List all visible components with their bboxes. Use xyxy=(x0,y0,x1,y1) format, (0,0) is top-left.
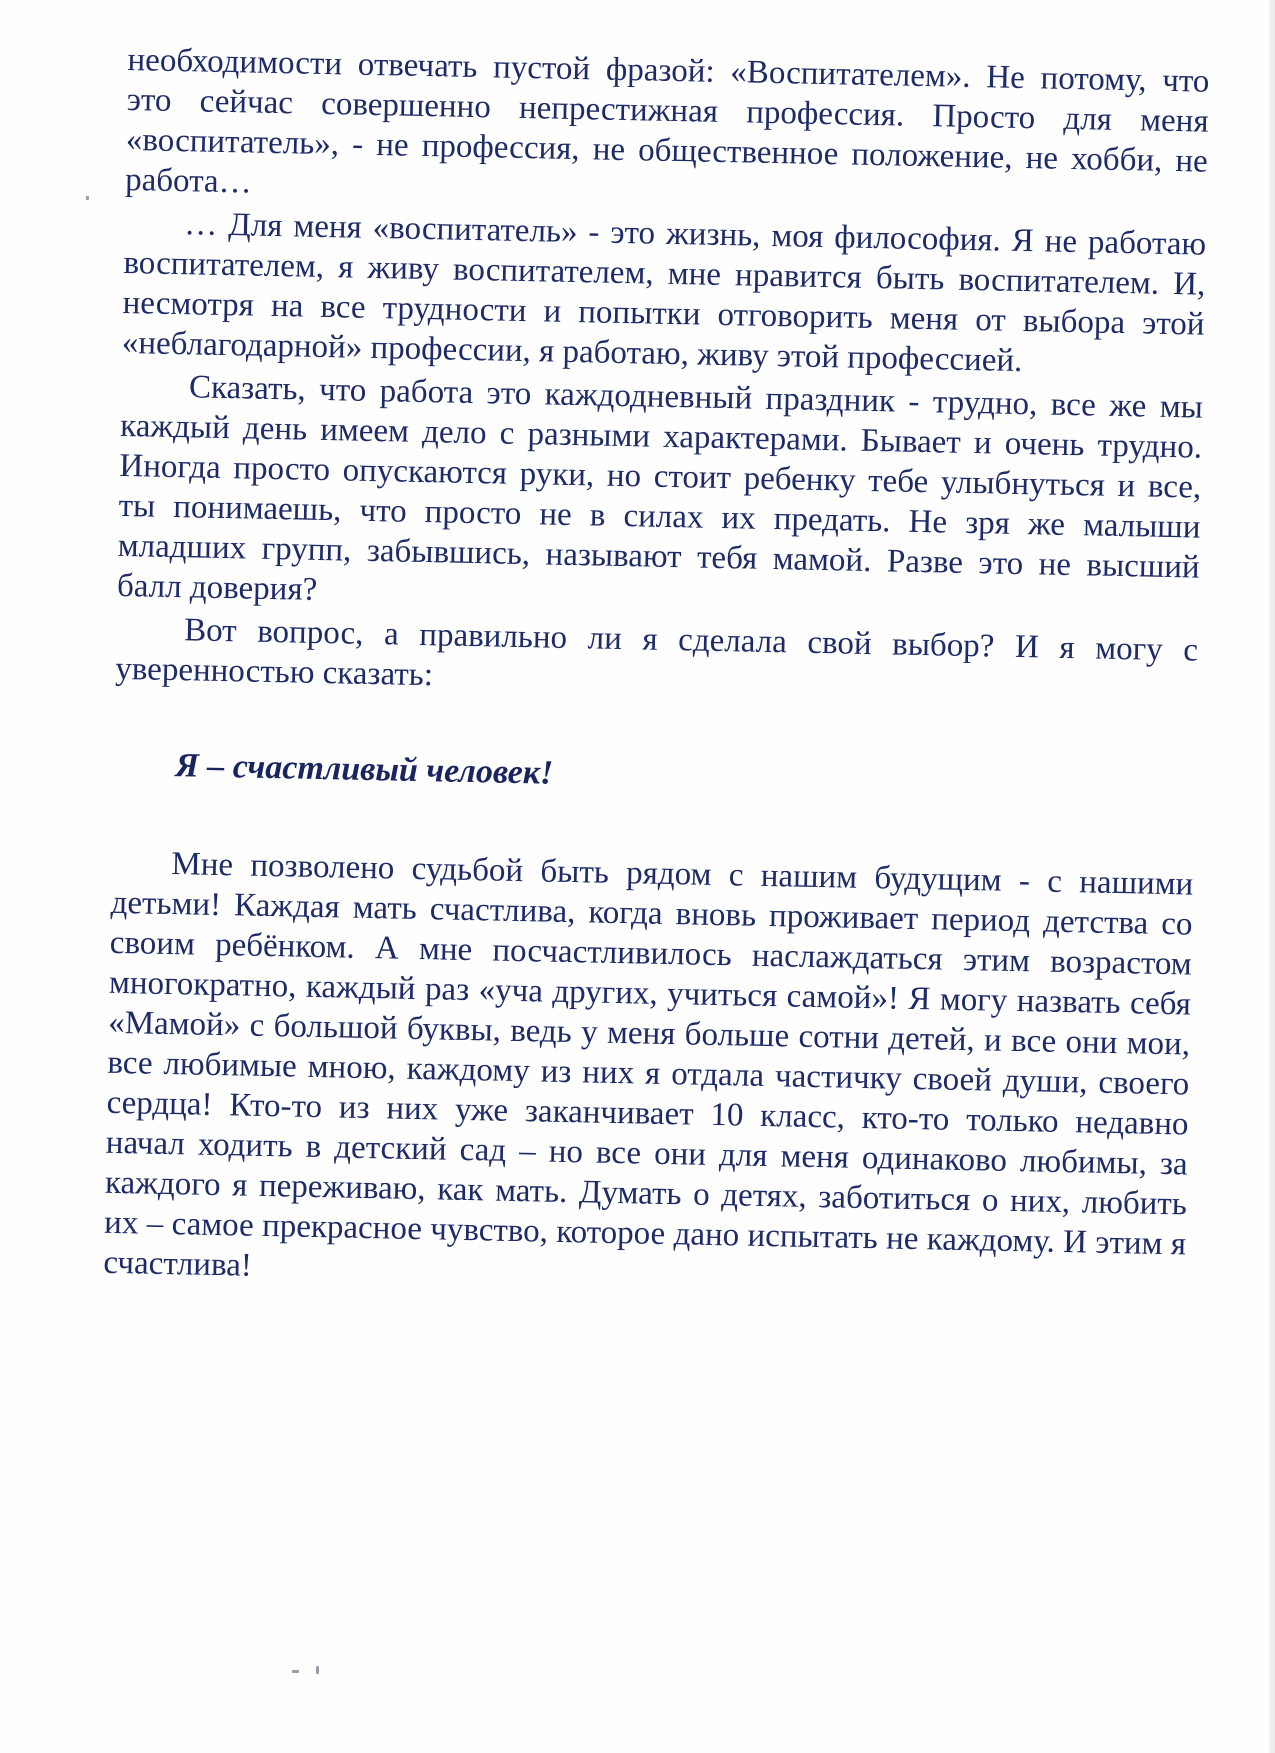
scan-speck xyxy=(292,1670,299,1673)
scan-speck xyxy=(316,1666,319,1674)
paragraph-1: необходимости отвечать пустой фразой: «Воспитателем». Не потому, что это сейчас совершенно непрестижная профессия. Просто для меня «воспитатель», - не профессия, не общественное положение, не хобби, не работа… xyxy=(124,41,1210,201)
paragraph-2: … Для меня «воспитатель» - это жизнь, моя философия. Я не работаю воспитателем, я живу воспитателем, мне нравится быть воспитателем. И, несмотря на все трудности и попытки отговорить меня от выбора этой «неблагодарной» профессии, я работаю, живу этой профессией. xyxy=(121,206,1207,380)
essay-heading: Я – счастливый человек! xyxy=(175,747,554,792)
closing-paragraph: Мне позволено судьбой быть рядом с нашим будущим - с нашими детьми! Каждая мать счастлива, когда вновь проживает период детства со своим ребёнком. А мне посчастливилось наслаждаться этим возрастом многократно, каждый раз «уча других, учиться самой»! Я могу назвать себя «Мамой» с большой буквы, ведь у меня больше сотни детей, и все они мои, все любимые мною, каждому из них я отдала частичку своей души, своего сердца! Кто-то из них уже заканчивает 10 класс, кто-то только недавно начал ходить в детский сад – но все они для меня одинаково любимы, за каждого я переживаю, как мать. Думать о детях, заботиться о них, любить их – самое прекрасное чувство, которое дано испытать не каждому. И этим я счастлива! xyxy=(103,846,1194,1284)
scan-speck xyxy=(86,196,89,200)
paragraph-3: Сказать, что работа это каждодневный праздник - трудно, все же мы каждый день имеем дело с разными характерами. Бывает и очень трудно. Иногда просто опускаются руки, но стоит ребенку тебе улыбнуться и все, ты понимаешь, что просто не в силах их предать. Не зря же малыши младших групп, забывшись, называют тебя мамой. Разве это не высший балл доверия? xyxy=(116,369,1204,608)
essay-text xyxy=(103,40,1210,1304)
paragraph-4: Вот вопрос, а правильно ли я сделала свой выбор? И я могу с уверенностью сказать: xyxy=(115,612,1199,694)
scan-edge xyxy=(1269,0,1275,1753)
